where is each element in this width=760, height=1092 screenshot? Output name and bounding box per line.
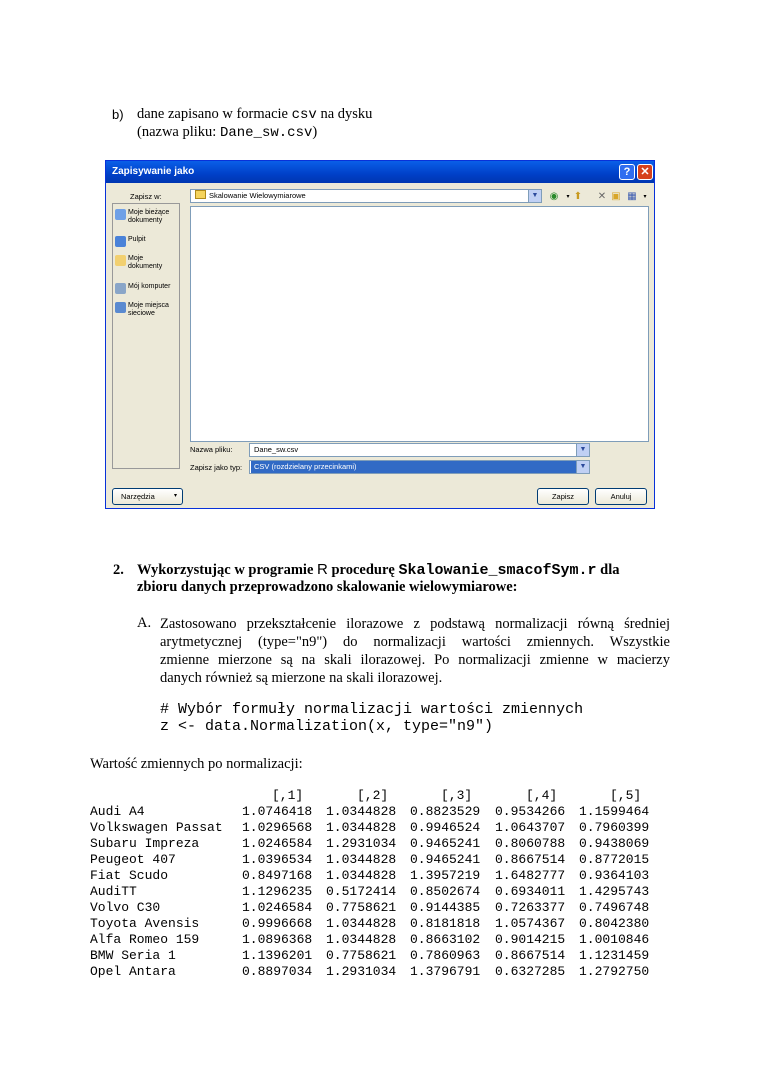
filetype-dropdown[interactable] [249, 460, 590, 474]
table-cell: 0.8667514 [495, 852, 566, 867]
column-header: [,1] [272, 788, 304, 803]
procedure-code: Skalowanie_smacofSym.r [398, 562, 597, 579]
table-cell: 0.8667514 [495, 948, 566, 963]
section-2-number: 2. [113, 562, 124, 578]
table-row [90, 932, 660, 948]
row-label: BMW Seria 1 [90, 948, 176, 963]
table-cell: 0.8663102 [410, 932, 481, 947]
desktop-icon [115, 236, 126, 247]
table-cell: 1.3796791 [410, 964, 481, 979]
place-recent-documents[interactable]: Moje bieżące dokumenty [115, 209, 179, 225]
section-b-line1: dane zapisano w formacie csv na dysku [137, 106, 373, 123]
section-a-marker: A. [137, 615, 152, 631]
save-in-value: Skalowanie Wielowymiarowe [209, 191, 306, 200]
back-icon[interactable]: ◉ [549, 191, 559, 202]
section-2-line2: zbioru danych przeprowadzono skalowanie wielowymiarowe: [137, 579, 518, 595]
table-cell: 1.2792750 [579, 964, 650, 979]
back-dropdown-icon[interactable]: ▾ [566, 193, 570, 200]
cancel-button[interactable]: Anuluj [595, 488, 647, 505]
table-cell: 1.6482777 [495, 868, 566, 883]
new-folder-icon[interactable]: ▣ [611, 191, 621, 202]
place-desktop[interactable]: Pulpit [115, 236, 179, 247]
table-cell: 1.0344828 [326, 916, 397, 931]
table-cell: 1.0296568 [242, 820, 313, 835]
recent-documents-icon [115, 209, 126, 220]
table-cell: 0.8181818 [410, 916, 481, 931]
table-cell: 1.0896368 [242, 932, 313, 947]
table-row [90, 852, 660, 868]
table-cell: 0.8060788 [495, 836, 566, 851]
row-label: Audi A4 [90, 804, 145, 819]
table-cell: 1.0344828 [326, 820, 397, 835]
row-label: Alfa Romeo 159 [90, 932, 200, 947]
row-label: Peugeot 407 [90, 852, 176, 867]
table-cell: 0.6934011 [495, 884, 566, 899]
table-cell: 1.0344828 [326, 804, 397, 819]
table-cell: 1.0746418 [242, 804, 313, 819]
chevron-down-icon[interactable]: ▼ [576, 461, 589, 473]
column-header: [,3] [441, 788, 473, 803]
delete-icon[interactable]: ✕ [597, 191, 607, 202]
place-network[interactable]: Moje miejsca sieciowe [115, 302, 179, 318]
table-cell: 0.8823529 [410, 804, 481, 819]
row-label: Subaru Impreza [90, 836, 200, 851]
tools-button[interactable]: Narzędzia ▾ [112, 488, 183, 505]
format-code: csv [291, 107, 317, 123]
table-cell: 1.0246584 [242, 900, 313, 915]
column-header: [,5] [610, 788, 642, 803]
table-cell: 1.0010846 [579, 932, 650, 947]
table-cell: 0.9996668 [242, 916, 313, 931]
table-cell: 0.9534266 [495, 804, 566, 819]
save-as-dialog [105, 160, 655, 509]
table-cell: 1.1231459 [579, 948, 650, 963]
table-cell: 0.8042380 [579, 916, 650, 931]
table-cell: 0.6327285 [495, 964, 566, 979]
save-button[interactable]: Zapisz [537, 488, 589, 505]
row-label: Opel Antara [90, 964, 176, 979]
dialog-title-bar[interactable] [106, 161, 654, 183]
folder-icon [195, 190, 206, 199]
table-cell: 0.7263377 [495, 900, 566, 915]
save-in-dropdown[interactable] [190, 189, 542, 203]
table-row [90, 836, 660, 852]
views-dropdown-icon[interactable]: ▾ [643, 193, 647, 200]
section-a-paragraph: Zastosowano przekształcenie ilorazowe z podstawą normalizacji równą średniej arytmetycznej (type="n9") do normalizacji wartości zmiennych. Wszystkie zmienne mierzone są na skali ilorazowej. Po normalizacji zmienne w macierzy danych również są mierzone na skali ilorazowej. [160, 616, 670, 686]
save-in-label: Zapisz w: [130, 192, 162, 201]
table-row [90, 804, 660, 820]
table-row [90, 884, 660, 900]
place-my-documents[interactable]: Moje dokumenty [115, 255, 179, 271]
section-b-line2: (nazwa pliku: Dane_sw.csv) [137, 124, 318, 141]
table-row [90, 900, 660, 916]
close-button[interactable]: ✕ [637, 164, 653, 180]
table-cell: 0.7758621 [326, 948, 397, 963]
my-computer-icon [115, 283, 126, 294]
table-cell: 0.9465241 [410, 836, 481, 851]
row-label: Toyota Avensis [90, 916, 200, 931]
row-label: Volvo C30 [90, 900, 161, 915]
table-cell: 1.0574367 [495, 916, 566, 931]
section-2-line1: Wykorzystując w programie R procedurę Skalowanie_smacofSym.r dla [137, 561, 620, 579]
filename-code: Dane_sw.csv [219, 125, 313, 141]
my-documents-icon [115, 255, 126, 266]
table-cell: 0.7496748 [579, 900, 650, 915]
table-cell: 1.4295743 [579, 884, 650, 899]
code-line: z <- data.Normalization(x, type="n9") [160, 718, 494, 735]
table-cell: 1.1296235 [242, 884, 313, 899]
table-cell: 0.7860963 [410, 948, 481, 963]
column-header: [,2] [357, 788, 389, 803]
views-menu-icon[interactable]: ▦ [627, 191, 637, 202]
table-cell: 1.2931034 [326, 836, 397, 851]
table-cell: 0.5172414 [326, 884, 397, 899]
table-cell: 0.8772015 [579, 852, 650, 867]
filename-value: Dane_sw.csv [254, 445, 299, 454]
table-cell: 0.9014215 [495, 932, 566, 947]
table-cell: 1.3957219 [410, 868, 481, 883]
table-cell: 0.9144385 [410, 900, 481, 915]
table-cell: 0.7758621 [326, 900, 397, 915]
table-cell: 1.0246584 [242, 836, 313, 851]
filename-label: Nazwa pliku: [190, 445, 233, 454]
table-cell: 0.9364103 [579, 868, 650, 883]
table-cell: 1.1599464 [579, 804, 650, 819]
table-cell: 1.0344828 [326, 868, 397, 883]
table-cell: 0.8897034 [242, 964, 313, 979]
table-cell: 1.0643707 [495, 820, 566, 835]
dialog-title: Zapisywanie jako [112, 166, 195, 177]
table-cell: 1.0396534 [242, 852, 313, 867]
table-cell: 0.9438069 [579, 836, 650, 851]
help-button[interactable]: ? [619, 164, 635, 180]
table-cell: 0.9946524 [410, 820, 481, 835]
values-heading: Wartość zmiennych po normalizacji: [90, 756, 303, 772]
table-cell: 1.1396201 [242, 948, 313, 963]
row-label: AudiTT [90, 884, 137, 899]
place-my-computer[interactable]: Mój komputer [115, 283, 179, 294]
column-header: [,4] [526, 788, 558, 803]
filetype-value: CSV (rozdzielany przecinkami) [251, 461, 576, 473]
places-bar [112, 203, 180, 469]
table-cell: 0.9465241 [410, 852, 481, 867]
file-list[interactable] [190, 206, 649, 442]
chevron-down-icon[interactable]: ▼ [528, 190, 541, 202]
section-b-marker: b) [112, 107, 124, 122]
table-cell: 1.2931034 [326, 964, 397, 979]
up-folder-icon[interactable]: ⬆ [573, 191, 583, 202]
table-cell: 0.8502674 [410, 884, 481, 899]
table-row [90, 916, 660, 932]
row-label: Volkswagen Passat [90, 820, 223, 835]
table-header [90, 788, 670, 804]
table-row [90, 948, 660, 964]
filename-input[interactable] [249, 443, 590, 457]
filetype-label: Zapisz jako typ: [190, 463, 243, 472]
table-row [90, 964, 660, 980]
chevron-down-icon: ▾ [173, 493, 177, 499]
code-comment: # Wybór formuły normalizacji wartości zmiennych [160, 701, 584, 718]
table-row [90, 868, 660, 884]
table-cell: 1.0344828 [326, 852, 397, 867]
table-cell: 1.0344828 [326, 932, 397, 947]
row-label: Fiat Scudo [90, 868, 169, 883]
table-cell: 0.7960399 [579, 820, 650, 835]
table-cell: 0.8497168 [242, 868, 313, 883]
section-b [112, 107, 124, 124]
table-row [90, 820, 660, 836]
chevron-down-icon[interactable]: ▼ [576, 444, 589, 456]
network-places-icon [115, 302, 126, 313]
